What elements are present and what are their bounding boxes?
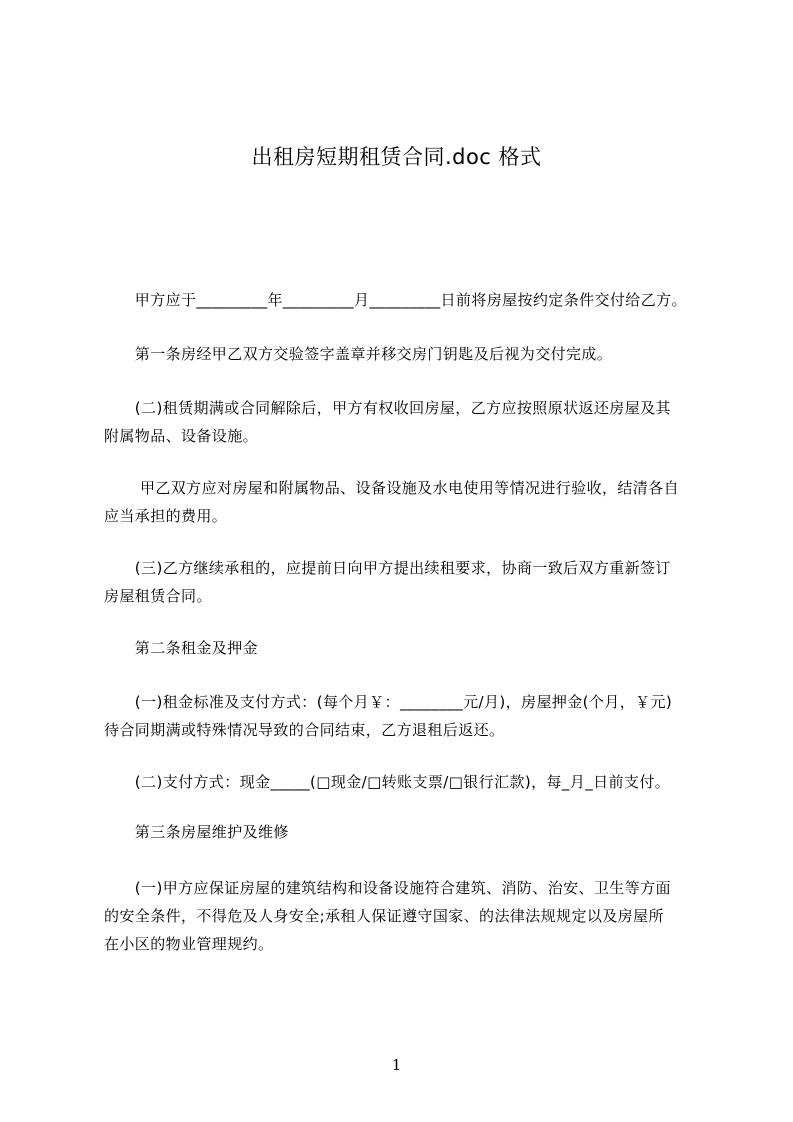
paragraph-line: 的安全条件，不得危及人身安全;承租人保证遵守国家、的法律法规规定以及房屋所 [104,907,664,925]
paragraph-line: 甲方应于_________年_________月_________日前将房屋按约定条件交付给乙方。 [104,291,687,309]
paragraph-line: (三)乙方继续承租的，应提前日向甲方提出续租要求，协商一致后双方重新签订 [104,559,671,577]
para-article-2-heading [104,634,700,662]
paragraph-line: 甲乙双方应对房屋和附属物品、设备设施及水电使用等情况进行验收，结清各自 [104,479,679,497]
paragraph-line: (二)租赁期满或合同解除后，甲方有权收回房屋，乙方应按照原状返还房屋及其 [104,399,671,417]
para-article-1 [104,340,700,368]
para-renewal [104,554,700,610]
paragraph-line: (一)甲方应保证房屋的建筑结构和设备设施符合建筑、消防、治安、卫生等方面 [104,879,671,897]
paragraph-line: 待合同期满或特殊情况导致的合同结束，乙方退租后返还。 [104,721,505,739]
paragraph-line: (一)租金标准及支付方式：(每个月￥：________元/月)，房屋押金(个月，￥元) [104,693,673,711]
paragraph-line: 附属物品、设备设施。 [104,427,259,445]
para-payment-method [104,768,700,796]
paragraph-line: 在小区的物业管理规约。 [104,935,274,953]
page-number: 1 [391,1056,402,1074]
para-delivery-date [104,286,700,314]
paragraph-line: 第一条房经甲乙双方交验签字盖章并移交房门钥匙及后视为交付完成。 [104,345,613,363]
para-rent-standard [104,688,700,744]
paragraph-line: 应当承担的费用。 [104,507,228,525]
document-title: 出租房短期租赁合同.doc 格式 [251,145,542,169]
para-article-3-heading [104,818,700,846]
para-inspection [104,474,700,530]
para-maintenance [104,874,700,958]
paragraph-line: (二)支付方式：现金_____(□现金/□转账支票/□银行汇款)，每_月_日前支付。 [104,773,671,791]
para-return-house [104,394,700,450]
paragraph-line: 第三条房屋维护及维修 [104,823,289,841]
paragraph-line: 第二条租金及押金 [104,639,259,657]
paragraph-line: 房屋租赁合同。 [104,587,212,605]
